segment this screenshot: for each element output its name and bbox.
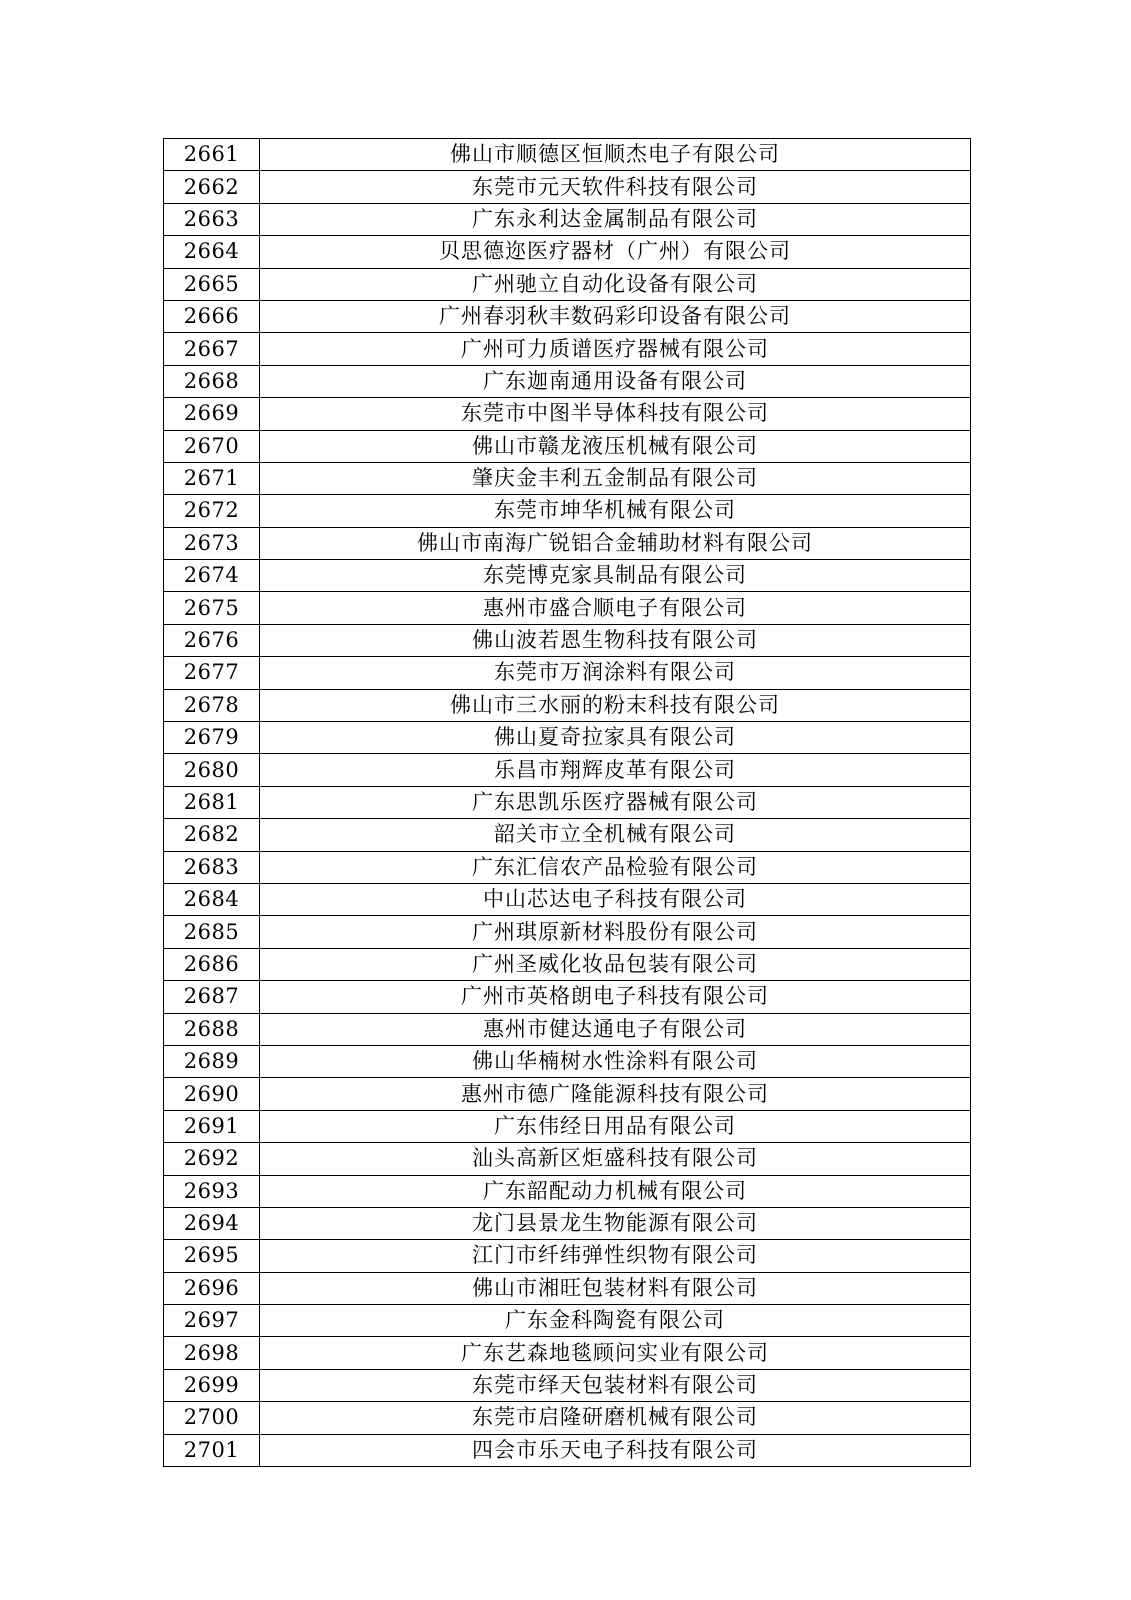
table-row xyxy=(164,1305,971,1337)
row-number: 2662 xyxy=(164,171,260,203)
company-name: 广东金科陶瓷有限公司 xyxy=(260,1305,971,1337)
row-number: 2668 xyxy=(164,365,260,397)
row-number: 2690 xyxy=(164,1078,260,1110)
table-row xyxy=(164,1207,971,1239)
row-number: 2680 xyxy=(164,754,260,786)
row-number: 2670 xyxy=(164,430,260,462)
row-number: 2679 xyxy=(164,722,260,754)
company-name: 东莞市绎天包装材料有限公司 xyxy=(260,1369,971,1401)
row-number: 2682 xyxy=(164,819,260,851)
table-row xyxy=(164,139,971,171)
table-row xyxy=(164,398,971,430)
company-name: 龙门县景龙生物能源有限公司 xyxy=(260,1207,971,1239)
table-row xyxy=(164,916,971,948)
row-number: 2694 xyxy=(164,1207,260,1239)
row-number: 2683 xyxy=(164,851,260,883)
row-number: 2665 xyxy=(164,268,260,300)
company-name: 广东永利达金属制品有限公司 xyxy=(260,203,971,235)
company-name: 佛山市三水丽的粉末科技有限公司 xyxy=(260,689,971,721)
table-row xyxy=(164,754,971,786)
table-row xyxy=(164,171,971,203)
table-row xyxy=(164,1272,971,1304)
row-number: 2667 xyxy=(164,333,260,365)
company-name: 东莞市坤华机械有限公司 xyxy=(260,495,971,527)
row-number: 2697 xyxy=(164,1305,260,1337)
company-name: 佛山夏奇拉家具有限公司 xyxy=(260,722,971,754)
table-row xyxy=(164,365,971,397)
row-number: 2685 xyxy=(164,916,260,948)
row-number: 2681 xyxy=(164,786,260,818)
table-row xyxy=(164,495,971,527)
company-name: 佛山市赣龙液压机械有限公司 xyxy=(260,430,971,462)
row-number: 2691 xyxy=(164,1110,260,1142)
company-name: 佛山市南海广锐铝合金辅助材料有限公司 xyxy=(260,527,971,559)
table-row xyxy=(164,527,971,559)
table-row xyxy=(164,560,971,592)
row-number: 2699 xyxy=(164,1369,260,1401)
table-row xyxy=(164,1045,971,1077)
row-number: 2678 xyxy=(164,689,260,721)
row-number: 2688 xyxy=(164,1013,260,1045)
company-name: 东莞博克家具制品有限公司 xyxy=(260,560,971,592)
company-name: 广东汇信农产品检验有限公司 xyxy=(260,851,971,883)
table-row xyxy=(164,819,971,851)
company-name: 贝思德迩医疗器材（广州）有限公司 xyxy=(260,236,971,268)
table-row xyxy=(164,268,971,300)
company-name: 广东韶配动力机械有限公司 xyxy=(260,1175,971,1207)
row-number: 2693 xyxy=(164,1175,260,1207)
table-row xyxy=(164,1337,971,1369)
company-name: 广州驰立自动化设备有限公司 xyxy=(260,268,971,300)
row-number: 2684 xyxy=(164,883,260,915)
row-number: 2666 xyxy=(164,300,260,332)
table-row xyxy=(164,1369,971,1401)
table-row xyxy=(164,722,971,754)
company-table-body xyxy=(164,139,971,1467)
table-row xyxy=(164,1434,971,1466)
row-number: 2687 xyxy=(164,981,260,1013)
row-number: 2698 xyxy=(164,1337,260,1369)
company-name: 东莞市万润涂料有限公司 xyxy=(260,657,971,689)
row-number: 2673 xyxy=(164,527,260,559)
table-row xyxy=(164,462,971,494)
company-name: 江门市纤纬弹性织物有限公司 xyxy=(260,1240,971,1272)
table-row xyxy=(164,236,971,268)
row-number: 2676 xyxy=(164,624,260,656)
company-name: 惠州市德广隆能源科技有限公司 xyxy=(260,1078,971,1110)
table-row xyxy=(164,981,971,1013)
company-name: 佛山波若恩生物科技有限公司 xyxy=(260,624,971,656)
company-name: 韶关市立全机械有限公司 xyxy=(260,819,971,851)
company-name: 广州可力质谱医疗器械有限公司 xyxy=(260,333,971,365)
company-name: 广东迦南通用设备有限公司 xyxy=(260,365,971,397)
table-row xyxy=(164,1110,971,1142)
company-name: 东莞市启隆研磨机械有限公司 xyxy=(260,1402,971,1434)
table-row xyxy=(164,592,971,624)
row-number: 2700 xyxy=(164,1402,260,1434)
row-number: 2675 xyxy=(164,592,260,624)
table-row xyxy=(164,333,971,365)
row-number: 2661 xyxy=(164,139,260,171)
company-name: 肇庆金丰利五金制品有限公司 xyxy=(260,462,971,494)
table-row xyxy=(164,1078,971,1110)
row-number: 2677 xyxy=(164,657,260,689)
company-name: 广州春羽秋丰数码彩印设备有限公司 xyxy=(260,300,971,332)
company-name: 惠州市盛合顺电子有限公司 xyxy=(260,592,971,624)
company-name: 东莞市元天软件科技有限公司 xyxy=(260,171,971,203)
table-row xyxy=(164,430,971,462)
row-number: 2689 xyxy=(164,1045,260,1077)
row-number: 2695 xyxy=(164,1240,260,1272)
company-name: 广东伟经日用品有限公司 xyxy=(260,1110,971,1142)
company-name: 惠州市健达通电子有限公司 xyxy=(260,1013,971,1045)
table-row xyxy=(164,1402,971,1434)
table-row xyxy=(164,1013,971,1045)
table-row xyxy=(164,1240,971,1272)
company-name: 广州琪原新材料股份有限公司 xyxy=(260,916,971,948)
table-row xyxy=(164,300,971,332)
table-row xyxy=(164,1143,971,1175)
company-name: 汕头高新区炬盛科技有限公司 xyxy=(260,1143,971,1175)
company-name: 佛山市顺德区恒顺杰电子有限公司 xyxy=(260,139,971,171)
table-row xyxy=(164,657,971,689)
row-number: 2664 xyxy=(164,236,260,268)
row-number: 2674 xyxy=(164,560,260,592)
company-name: 广州市英格朗电子科技有限公司 xyxy=(260,981,971,1013)
table-row xyxy=(164,203,971,235)
table-row xyxy=(164,689,971,721)
table-row xyxy=(164,851,971,883)
table-row xyxy=(164,786,971,818)
company-name: 广东思凯乐医疗器械有限公司 xyxy=(260,786,971,818)
row-number: 2701 xyxy=(164,1434,260,1466)
row-number: 2696 xyxy=(164,1272,260,1304)
table-row xyxy=(164,948,971,980)
company-name: 佛山市湘旺包装材料有限公司 xyxy=(260,1272,971,1304)
company-name: 四会市乐天电子科技有限公司 xyxy=(260,1434,971,1466)
row-number: 2672 xyxy=(164,495,260,527)
company-name: 中山芯达电子科技有限公司 xyxy=(260,883,971,915)
company-name: 乐昌市翔辉皮革有限公司 xyxy=(260,754,971,786)
row-number: 2663 xyxy=(164,203,260,235)
row-number: 2692 xyxy=(164,1143,260,1175)
table-row xyxy=(164,883,971,915)
row-number: 2686 xyxy=(164,948,260,980)
table-row xyxy=(164,624,971,656)
row-number: 2671 xyxy=(164,462,260,494)
company-table xyxy=(163,138,971,1467)
table-row xyxy=(164,1175,971,1207)
company-name: 广州圣威化妆品包装有限公司 xyxy=(260,948,971,980)
company-name: 广东艺森地毯顾问实业有限公司 xyxy=(260,1337,971,1369)
company-name: 东莞市中图半导体科技有限公司 xyxy=(260,398,971,430)
row-number: 2669 xyxy=(164,398,260,430)
company-name: 佛山华楠树水性涂料有限公司 xyxy=(260,1045,971,1077)
